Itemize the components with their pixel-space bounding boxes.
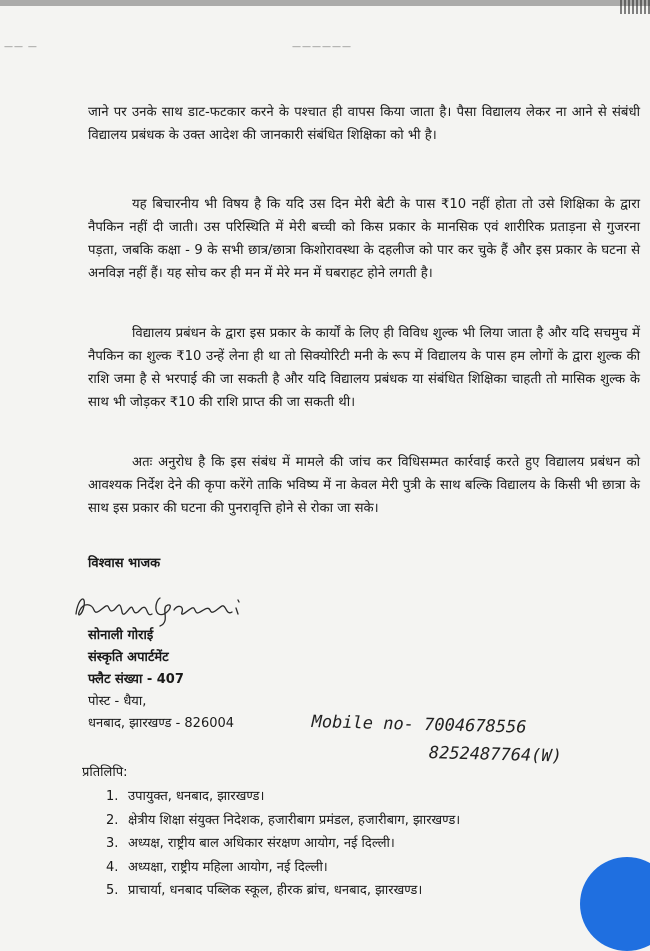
copy-to-recipient: प्राचार्या, धनबाद पब्लिक स्कूल, हीरक ब्रांच, धनबाद, झारखण्ड। (128, 883, 423, 898)
scan-corner-marks (620, 0, 650, 14)
copy-to-heading: प्रतिलिपि: (82, 765, 128, 780)
copy-to-recipient: क्षेत्रीय शिक्षा संयुक्त निदेशक, हजारीबाग प्रमंडल, हजारीबाग, झारखण्ड। (128, 812, 461, 828)
paragraph-4: अतः अनुरोध है कि इस संबंध में मामले की जांच कर विधिसम्मत कार्रवाई करते हुए विद्यालय प्रबंधन को आवश्यक निर्देश देने की कृपा करेंगे ताकि भविष्य में ना केवल मेरी पुत्री के साथ बल्कि विद्यालय के किसी भी छात्रा के साथ इस प्रकार की घटना की पुनरावृत्ति होने से रोका जा सके। (88, 455, 640, 516)
handwritten-mobile-numbers (311, 708, 642, 773)
copy-to-item (106, 856, 460, 880)
mobile-line-2: 8252487764(W) (428, 743, 563, 767)
copy-to-recipient: अध्यक्ष, राष्ट्रीय बाल अधिकार संरक्षण आयोग, नई दिल्ली। (128, 836, 395, 851)
sender-address-line-3: पोस्ट - धैया, (88, 694, 147, 709)
copy-to-item (106, 879, 460, 903)
closing-salutation: विश्वास भाजक (88, 556, 161, 571)
mobile-line-1: Mobile no- 7004678556 (311, 711, 527, 738)
copy-to-number: 3. (106, 836, 119, 851)
copy-to-number: 1. (106, 789, 119, 804)
paragraph-1: जाने पर उनके साथ डाट-फटकार करने के पश्चात ही वापस किया जाता है। पैसा विद्यालय लेकर ना आने से संबंधी विद्यालय प्रबंधक के उक्त आदेश की जानकारी संबंधित शिक्षिका को भी है। (88, 105, 640, 143)
copy-to-number: 5. (106, 883, 119, 898)
copy-to-item (106, 785, 460, 809)
corner-blue-circle (580, 857, 650, 951)
paragraph-2: यह बिचारनीय भी विषय है कि यदि उस दिन मेरी बेटी के पास ₹10 नहीं होता तो उसे शिक्षिका के द्वारा नैपकिन नहीं दी जाती। उस परिस्थिति में मेरी बच्ची को किस प्रकार के मानसिक एवं शारीरिक प्रताड़ना से गुजरना पड़ता, जबकि कक्षा - 9 के सभी छात्र/छात्रा किशोरावस्था के दहलीज को पार कर चुके हैं और इस प्रकार के घटना से अनविज्ञ नहीं हैं। यह सोच कर ही मन में मेरे मन में घबराहट होने लगती है। (88, 197, 640, 281)
copy-to-recipient: उपायुक्त, धनबाद, झारखण्ड। (128, 789, 265, 804)
handwritten-signature (68, 588, 258, 628)
copy-to-recipient: अध्यक्षा, राष्ट्रीय महिला आयोग, नई दिल्ली। (128, 859, 328, 875)
sender-name: सोनाली गोराई (88, 628, 154, 643)
scan-top-edge (0, 0, 650, 6)
sender-details (88, 625, 234, 735)
sender-address-line-1: संस्कृति अपार्टमेंट (88, 650, 169, 665)
sender-address-line-2: फ्लैट संख्या - 407 (88, 672, 184, 687)
copy-to-item (106, 832, 460, 856)
copy-to-item (106, 809, 460, 833)
copy-to-list (106, 785, 460, 903)
copy-to-number: 4. (106, 859, 119, 875)
paragraph-3: विद्यालय प्रबंधन के द्वारा इस प्रकार के कार्यों के लिए ही विविध शुल्क भी लिया जाता है और यदि सचमुच में नैपकिन का शुल्क ₹10 उन्हें लेना ही था तो सिक्योरिटी मनी के रूप में विद्यालय के पास हम लोगों के द्वारा शुल्क की राशि जमा है से भरपाई की जा सकती है और यदि विद्यालय प्रबंधक या संबंधित शिक्षिका चाहती तो मासिक शुल्क के साथ भी जोड़कर ₹10 की राशि प्राप्त की जा सकती थी। (88, 326, 640, 410)
copy-to-number: 2. (106, 812, 119, 828)
sender-address-line-4: धनबाद, झारखण्ड - 826004 (88, 716, 235, 731)
faint-header-left: —— — (4, 42, 38, 52)
faint-header-center: —————— (292, 42, 352, 52)
